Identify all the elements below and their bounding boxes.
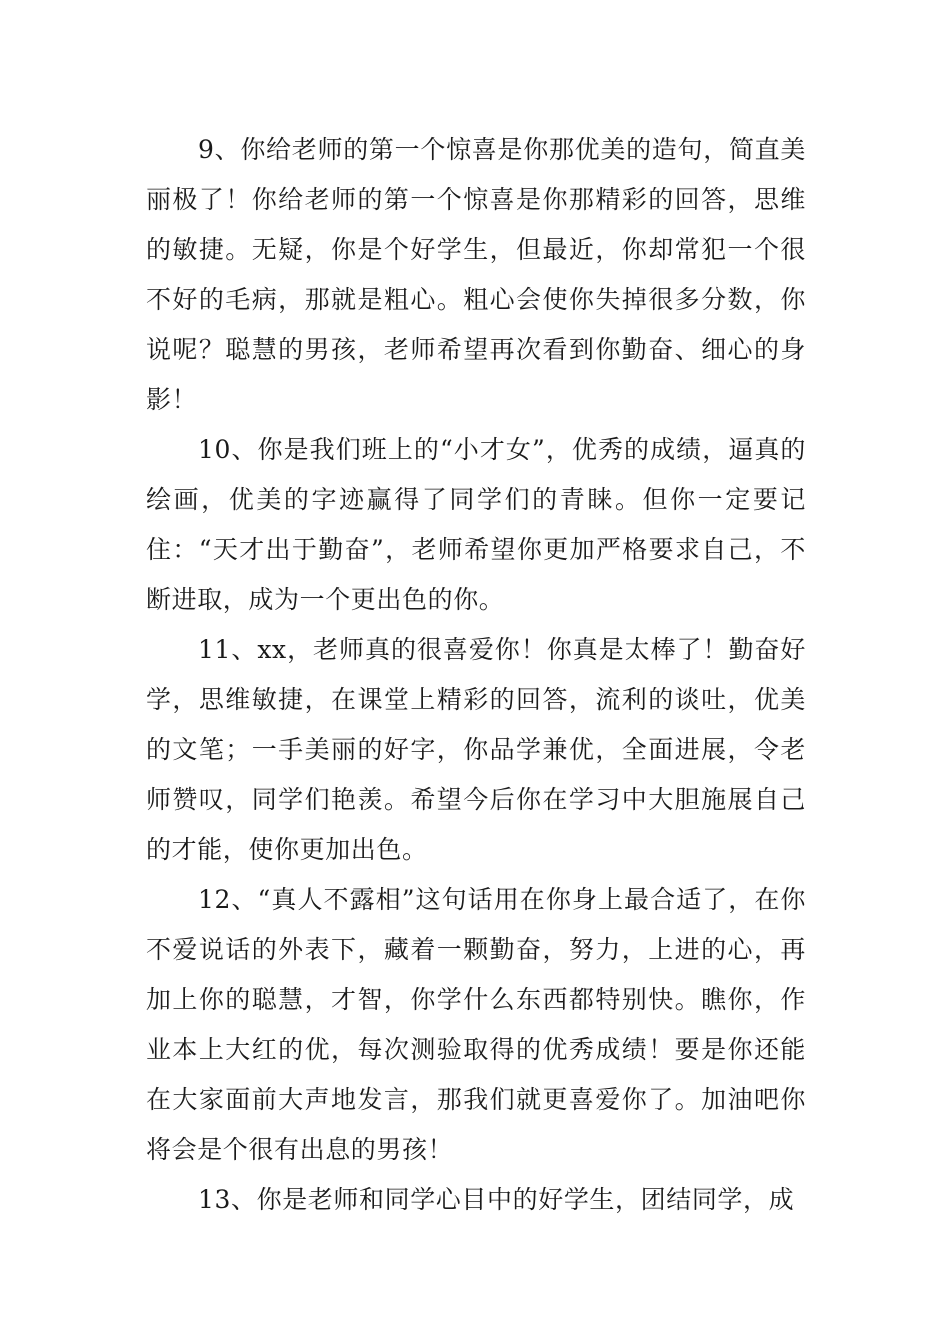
document-body [146,125,806,1225]
paragraph-12: 12、“真人不露相”这句话用在你身上最合适了，在你不爱说话的外表下，藏着一颗勤奋，努力，上进的心，再加上你的聪慧，才智，你学什么东西都特别快。瞧你，作业本上大红的优，每次测验取得的优秀成绩！要是你还能在大家面前大声地发言，那我们就更喜爱你了。加油吧你将会是个很有出息的男孩！ [146,885,806,1164]
paragraph-13: 13、你是老师和同学心目中的好学生，团结同学，成 [198,1185,795,1214]
paragraph-11: 11、xx，老师真的很喜爱你！你真是太棒了！勤奋好学，思维敏捷，在课堂上精彩的回答，流利的谈吐，优美的文笔；一手美丽的好字，你品学兼优，全面进展，令老师赞叹，同学们艳羡。希望今后你在学习中大胆施展自己的才能，使你更加出色。 [146,635,806,864]
paragraph-9: 9、你给老师的第一个惊喜是你那优美的造句，简直美丽极了！你给老师的第一个惊喜是你那精彩的回答，思维的敏捷。无疑，你是个好学生，但最近，你却常犯一个很不好的毛病，那就是粗心。粗心会使你失掉很多分数，你说呢？聪慧的男孩，老师希望再次看到你勤奋、细心的身影！ [146,135,806,414]
paragraph-10: 10、你是我们班上的“小才女”，优秀的成绩，逼真的绘画，优美的字迹赢得了同学们的青睐。但你一定要记住：“天才出于勤奋”，老师希望你更加严格要求自己，不断进取，成为一个更出色的你。 [146,435,806,614]
